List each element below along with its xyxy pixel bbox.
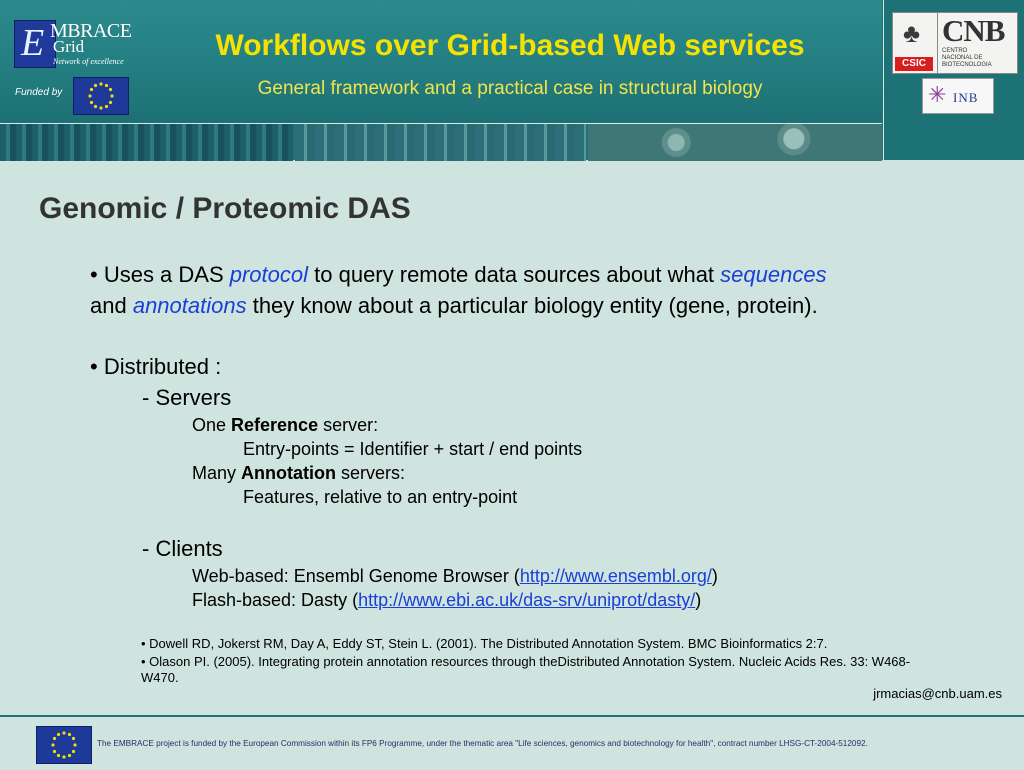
- ann-pre: Many: [192, 463, 242, 483]
- clients-label: - Clients: [142, 536, 223, 561]
- ref-post: server:: [318, 415, 379, 435]
- sequences-term: sequences: [720, 262, 827, 287]
- reference-server-line: [192, 415, 378, 436]
- web-post: ): [711, 566, 718, 586]
- protocol-term: protocol: [229, 262, 309, 287]
- servers-label: - Servers: [142, 385, 232, 410]
- reference-olason: • Olason PI. (2005). Integrating protein annotation resources through theDistributed Annotation System. Nucleic Acids Res. 33: W468-: [141, 654, 911, 669]
- dasty-link[interactable]: http://www.ebi.ac.uk/das-srv/uniprot/dasty/: [358, 590, 696, 610]
- flash-client-line: [192, 590, 701, 611]
- logo-line3: Network of excellence: [53, 57, 124, 66]
- bullet1-text1: • Uses a DAS: [90, 262, 230, 287]
- reference-server-detail: Entry-points = Identifier + start / end points: [243, 439, 583, 459]
- strip-image-cells: [588, 124, 882, 161]
- bullet1-text2: to query remote data sources about what: [308, 262, 721, 287]
- logo-line2: Grid: [53, 37, 85, 56]
- annotations-term: annotations: [132, 293, 247, 318]
- ref-pre: One: [192, 415, 232, 435]
- slide-footer: [0, 715, 1024, 770]
- flash-pre: Flash-based: Dasty (: [192, 590, 359, 610]
- presentation-subtitle: General framework and a practical case in structural biology: [257, 78, 763, 99]
- cnb-logo-icon: [937, 12, 1018, 74]
- csic-label: CSIC: [895, 57, 933, 71]
- cnb-label: CNB: [942, 13, 1005, 48]
- inb-network-icon: ✳: [928, 82, 947, 107]
- funding-statement: The EMBRACE project is funded by the European Commission within its FP6 Programme, under the thematic area "Life sciences, genomics and biotechnology for health", contract number LHSG-CT-2004-512092.: [97, 739, 868, 748]
- reference-dowell: • Dowell RD, Jokerst RM, Day A, Eddy ST, Stein L. (2001). The Distributed Annotation System. BMC Bioinformatics 2:7.: [141, 636, 828, 651]
- annotation-server-line: [192, 463, 405, 484]
- reference-olason-cont: W470.: [141, 670, 179, 685]
- embrace-logo-icon: [12, 18, 142, 72]
- flash-post: ): [695, 590, 702, 610]
- csic-logo-icon: [892, 12, 938, 74]
- csic-tree-icon: ♣: [903, 18, 921, 48]
- cnb-fullname-line2: NACIONAL DE: [942, 55, 983, 61]
- inb-label: INB: [953, 90, 979, 105]
- author-email: jrmacias@cnb.uam.es: [873, 686, 1002, 701]
- strip-image-data: [295, 124, 586, 161]
- ensembl-link[interactable]: http://www.ensembl.org/: [519, 566, 712, 586]
- ref-bold: Reference: [231, 415, 319, 435]
- funded-by-label: Funded by: [15, 87, 63, 98]
- bullet-das-line2: [90, 293, 818, 319]
- web-pre: Web-based: Ensembl Genome Browser (: [192, 566, 520, 586]
- slide-heading: Genomic / Proteomic DAS: [39, 192, 411, 225]
- cnb-fullname: [942, 48, 992, 69]
- presentation-title: Workflows over Grid-based Web services: [215, 29, 805, 62]
- logo-letter-e: E: [21, 22, 45, 64]
- bullet-das-line1: [90, 262, 827, 288]
- bullet1-text3: and: [90, 293, 133, 318]
- inb-logo-icon: [922, 78, 994, 114]
- ann-bold: Annotation: [241, 463, 337, 483]
- bullet-distributed: • Distributed :: [90, 354, 222, 379]
- annotation-server-detail: Features, relative to an entry-point: [243, 487, 518, 507]
- header-banner: [0, 0, 882, 122]
- logo-line1: MBRACE: [50, 20, 132, 42]
- eu-flag-icon: [36, 726, 92, 764]
- eu-flag-icon: [73, 77, 129, 115]
- strip-image-circuit: [0, 124, 293, 161]
- cnb-fullname-line3: BIOTECNOLOGIA: [942, 62, 992, 68]
- cnb-fullname-line1: CENTRO: [942, 48, 968, 54]
- partner-logos: [883, 0, 1024, 160]
- ann-post: servers:: [336, 463, 406, 483]
- header-image-strip: [0, 123, 882, 161]
- slide-header: [0, 0, 1024, 160]
- web-client-line: [192, 566, 718, 587]
- bullet1-text4: they know about a particular biology entity (gene, protein).: [246, 293, 818, 318]
